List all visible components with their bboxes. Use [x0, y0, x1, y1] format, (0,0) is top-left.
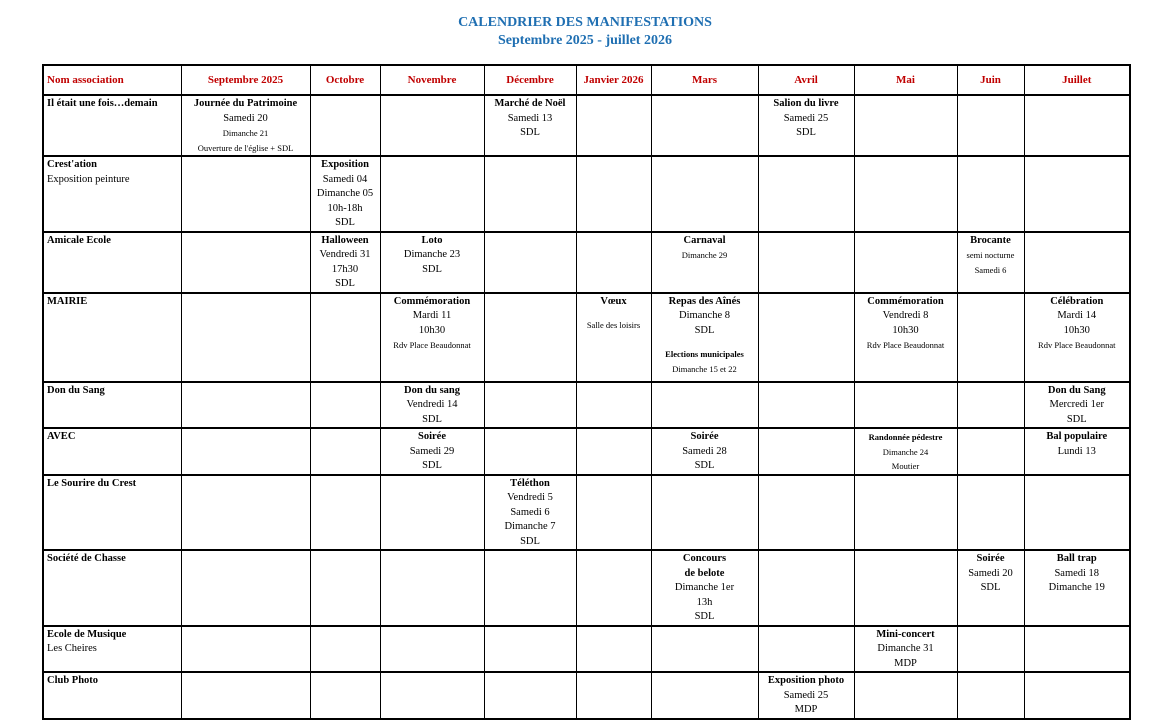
event-detail: Samedi 29 — [409, 445, 455, 457]
event-detail: 10h-18h — [327, 202, 363, 214]
event-detail: Samedi 18 — [1054, 567, 1100, 579]
association-name: MAIRIE — [47, 295, 88, 307]
association-name: Société de Chasse — [47, 553, 126, 564]
event-title: Mini-concert — [876, 628, 935, 640]
empty-cell — [576, 382, 651, 429]
empty-cell — [1024, 156, 1130, 232]
event-title: Vœux — [600, 295, 627, 307]
event-cell — [1024, 382, 1130, 429]
event-title: Randonnée pédestre — [868, 432, 943, 442]
empty-cell — [181, 382, 310, 429]
association-row — [43, 293, 1130, 382]
association-cell — [43, 550, 181, 626]
event-detail: Rdv Place Beaudonnat — [866, 340, 945, 350]
empty-cell — [380, 550, 484, 626]
empty-cell — [484, 382, 576, 429]
empty-cell — [576, 95, 651, 156]
event-detail: Samedi 13 — [507, 112, 553, 124]
event-detail: Dimanche 8 — [678, 310, 731, 321]
empty-cell — [310, 382, 380, 429]
empty-cell — [1024, 626, 1130, 673]
event-title: Soirée — [690, 431, 719, 442]
event-cell — [651, 232, 758, 293]
event-detail: 10h30 — [1063, 324, 1090, 336]
event-cell — [1024, 428, 1130, 475]
event-detail: Lundi 13 — [1057, 445, 1096, 457]
event-detail: Rdv Place Beaudonnat — [393, 340, 471, 350]
association-row — [43, 156, 1130, 232]
event-detail: SDL — [422, 263, 442, 275]
calendar-body — [43, 95, 1130, 719]
empty-cell — [484, 428, 576, 475]
empty-cell — [181, 232, 310, 293]
empty-cell — [758, 550, 854, 626]
empty-cell — [854, 550, 957, 626]
association-cell — [43, 232, 181, 293]
association-cell — [43, 475, 181, 551]
empty-cell — [957, 293, 1024, 382]
event-detail: Samedi 04 — [322, 173, 368, 185]
empty-cell — [181, 626, 310, 673]
association-name: Il était une fois…demain — [47, 98, 158, 109]
event-cell — [484, 475, 576, 551]
empty-cell — [957, 382, 1024, 429]
event-title: Salion du livre — [773, 98, 839, 109]
empty-cell — [854, 156, 957, 232]
empty-cell — [576, 626, 651, 673]
column-header: Septembre 2025 — [181, 65, 310, 95]
event-detail: Dimanche 21 — [222, 128, 269, 138]
empty-cell — [181, 428, 310, 475]
event-title: Soirée — [976, 553, 1005, 564]
empty-cell — [1024, 95, 1130, 156]
event-title: Don du Sang — [1047, 384, 1106, 396]
empty-cell — [576, 672, 651, 719]
event-detail: Vendredi 5 — [507, 492, 553, 503]
empty-cell — [957, 156, 1024, 232]
empty-cell — [484, 232, 576, 293]
event-cell — [380, 428, 484, 475]
column-header: Novembre — [380, 65, 484, 95]
event-detail: Dimanche 05 — [316, 188, 374, 199]
empty-cell — [310, 293, 380, 382]
event-detail: Moutier — [891, 461, 920, 471]
event-detail: 13h — [696, 596, 713, 608]
event-cell — [651, 293, 758, 382]
event-title: Commémoration — [393, 295, 471, 307]
event-detail: Dimanche 7 — [504, 521, 556, 532]
empty-cell — [854, 232, 957, 293]
empty-cell — [484, 293, 576, 382]
empty-cell — [651, 672, 758, 719]
empty-cell — [181, 550, 310, 626]
event-cell — [854, 428, 957, 475]
association-cell — [43, 382, 181, 429]
empty-cell — [758, 428, 854, 475]
event-detail: SDL — [694, 460, 715, 471]
association-name: Don du Sang — [47, 384, 105, 396]
event-cell — [380, 232, 484, 293]
event-cell — [651, 550, 758, 626]
event-detail: Samedi 6 — [510, 506, 550, 518]
event-detail: Vendredi 31 — [319, 249, 371, 260]
column-header: Décembre — [484, 65, 576, 95]
event-detail: SDL — [980, 582, 1001, 593]
empty-cell — [380, 475, 484, 551]
event-title: Ball trap — [1056, 553, 1097, 564]
event-title: Concours — [682, 553, 727, 564]
event-cell — [1024, 550, 1130, 626]
event-detail: Dimanche 1er — [674, 582, 735, 593]
column-header: Mai — [854, 65, 957, 95]
empty-cell — [1024, 232, 1130, 293]
association-cell — [43, 95, 181, 156]
event-title: de belote — [684, 567, 725, 579]
event-title: Elections municipales — [665, 349, 744, 359]
association-cell — [43, 156, 181, 232]
empty-cell — [854, 95, 957, 156]
event-detail: SDL — [1066, 413, 1087, 425]
event-title: Journée du Patrimoine — [193, 98, 298, 109]
association-cell — [43, 293, 181, 382]
empty-cell — [310, 475, 380, 551]
empty-cell — [181, 156, 310, 232]
event-title: Repas des Aînés — [668, 295, 741, 307]
empty-cell — [758, 156, 854, 232]
empty-cell — [651, 382, 758, 429]
association-row — [43, 95, 1130, 156]
event-detail: SDL — [422, 413, 442, 425]
empty-cell — [310, 95, 380, 156]
association-name: Le Sourire du Crest — [47, 477, 137, 489]
empty-cell — [758, 475, 854, 551]
event-title: Brocante — [970, 234, 1011, 246]
event-detail: Dimanche 29 — [681, 250, 728, 260]
empty-cell — [854, 672, 957, 719]
empty-cell — [484, 626, 576, 673]
event-cell — [310, 156, 380, 232]
association-cell — [43, 626, 181, 673]
event-title: Carnaval — [683, 234, 726, 246]
empty-cell — [310, 626, 380, 673]
column-header: Juin — [957, 65, 1024, 95]
empty-cell — [576, 156, 651, 232]
empty-cell — [1024, 672, 1130, 719]
event-cell — [380, 293, 484, 382]
association-cell — [43, 672, 181, 719]
document-title: CALENDRIER DES MANIFESTATIONS — [458, 15, 712, 30]
event-detail: SDL — [520, 535, 540, 547]
event-cell — [181, 95, 310, 156]
event-detail: Rdv Place Beaudonnat — [1038, 340, 1116, 350]
empty-cell — [310, 550, 380, 626]
event-title: Téléthon — [510, 477, 550, 489]
column-header: Janvier 2026 — [576, 65, 651, 95]
event-title: Marché de Noël — [494, 98, 566, 109]
empty-cell — [651, 475, 758, 551]
event-detail: Samedi 6 — [974, 264, 1007, 275]
event-detail: Dimanche 23 — [403, 249, 461, 260]
event-title: Halloween — [321, 234, 369, 246]
empty-cell — [957, 672, 1024, 719]
event-detail: Mardi 11 — [412, 310, 452, 321]
column-header: Nom association — [43, 65, 181, 95]
event-detail: Dimanche 24 — [882, 446, 929, 457]
event-title: Exposition — [321, 159, 369, 170]
event-detail: SDL — [520, 127, 540, 138]
event-title: Bal populaire — [1046, 431, 1108, 442]
event-cell — [854, 293, 957, 382]
empty-cell — [758, 232, 854, 293]
event-detail: Mercredi 1er — [1049, 399, 1104, 410]
empty-cell — [651, 95, 758, 156]
event-detail: Samedi 20 — [968, 567, 1013, 579]
event-cell — [484, 95, 576, 156]
empty-cell — [484, 550, 576, 626]
event-detail: Vendredi 8 — [882, 310, 929, 321]
event-detail: Salle des loisirs — [586, 320, 641, 330]
empty-cell — [758, 382, 854, 429]
spacer — [577, 309, 651, 318]
empty-cell — [758, 626, 854, 673]
empty-cell — [484, 672, 576, 719]
event-title: Commémoration — [867, 295, 944, 307]
event-detail: Mardi 14 — [1057, 310, 1097, 321]
event-detail: SDL — [796, 127, 816, 138]
empty-cell — [310, 672, 380, 719]
association-name: Crest'ation — [47, 159, 97, 170]
association-name: Amicale Ecole — [47, 234, 111, 246]
empty-cell — [576, 232, 651, 293]
event-detail: Vendredi 14 — [406, 399, 458, 410]
event-detail: Dimanche 31 — [877, 643, 934, 654]
event-cell — [380, 382, 484, 429]
column-header: Juillet — [1024, 65, 1130, 95]
event-detail: 10h30 — [418, 324, 446, 336]
empty-cell — [576, 475, 651, 551]
empty-cell — [576, 428, 651, 475]
spacer — [652, 338, 758, 347]
event-detail: SDL — [694, 324, 715, 336]
event-title: Loto — [421, 234, 443, 246]
empty-cell — [758, 293, 854, 382]
empty-cell — [957, 475, 1024, 551]
event-detail: Samedi 20 — [223, 112, 268, 124]
empty-cell — [854, 475, 957, 551]
empty-cell — [957, 626, 1024, 673]
empty-cell — [181, 293, 310, 382]
association-row — [43, 428, 1130, 475]
event-detail: Dimanche 19 — [1048, 582, 1105, 593]
association-row — [43, 672, 1130, 719]
event-cell — [1024, 293, 1130, 382]
column-header: Avril — [758, 65, 854, 95]
event-detail: MDP — [794, 704, 818, 715]
event-cell — [758, 95, 854, 156]
event-title: Exposition photo — [767, 675, 845, 686]
event-detail: SDL — [694, 611, 715, 622]
association-name: Ecole de Musique — [47, 628, 127, 640]
empty-cell — [181, 475, 310, 551]
empty-cell — [651, 626, 758, 673]
event-detail: semi nocturne — [966, 250, 1015, 260]
event-cell — [957, 550, 1024, 626]
event-title: Soirée — [418, 431, 446, 442]
empty-cell — [576, 550, 651, 626]
empty-cell — [380, 672, 484, 719]
event-cell — [957, 232, 1024, 293]
event-detail: MDP — [894, 657, 917, 669]
event-detail: 17h30 — [331, 263, 359, 275]
empty-cell — [181, 672, 310, 719]
event-detail: Samedi 25 — [783, 112, 829, 124]
event-detail: SDL — [335, 278, 355, 289]
event-cell — [854, 626, 957, 673]
event-cell — [576, 293, 651, 382]
event-cell — [758, 672, 854, 719]
event-detail: Samedi 25 — [783, 689, 829, 701]
association-row — [43, 232, 1130, 293]
event-cell — [651, 428, 758, 475]
association-row — [43, 382, 1130, 429]
empty-cell — [854, 382, 957, 429]
association-subtitle: Exposition peinture — [47, 173, 130, 185]
empty-cell — [380, 156, 484, 232]
empty-cell — [651, 156, 758, 232]
association-cell — [43, 428, 181, 475]
association-subtitle: Les Cheires — [47, 643, 97, 654]
association-row — [43, 475, 1130, 551]
empty-cell — [957, 95, 1024, 156]
empty-cell — [484, 156, 576, 232]
column-header-row — [43, 65, 1130, 95]
association-name: Club Photo — [47, 675, 99, 686]
event-title: Célébration — [1050, 295, 1104, 307]
column-header: Octobre — [310, 65, 380, 95]
association-row — [43, 550, 1130, 626]
document-subtitle: Septembre 2025 - juillet 2026 — [498, 33, 672, 48]
event-detail: Ouverture de l'église + SDL — [197, 142, 294, 153]
event-detail: 10h30 — [892, 324, 919, 336]
event-detail: SDL — [335, 217, 355, 228]
event-cell — [310, 232, 380, 293]
empty-cell — [1024, 475, 1130, 551]
event-detail: Dimanche 15 et 22 — [672, 363, 737, 374]
column-header: Mars — [651, 65, 758, 95]
empty-cell — [957, 428, 1024, 475]
empty-cell — [310, 428, 380, 475]
association-name: AVEC — [47, 431, 76, 442]
document-header — [0, 14, 1151, 50]
event-title: Don du sang — [403, 384, 461, 396]
empty-cell — [380, 626, 484, 673]
empty-cell — [380, 95, 484, 156]
events-calendar-table — [42, 64, 1131, 720]
event-detail: Samedi 28 — [682, 445, 727, 457]
event-detail: SDL — [422, 460, 442, 471]
association-row — [43, 626, 1130, 673]
